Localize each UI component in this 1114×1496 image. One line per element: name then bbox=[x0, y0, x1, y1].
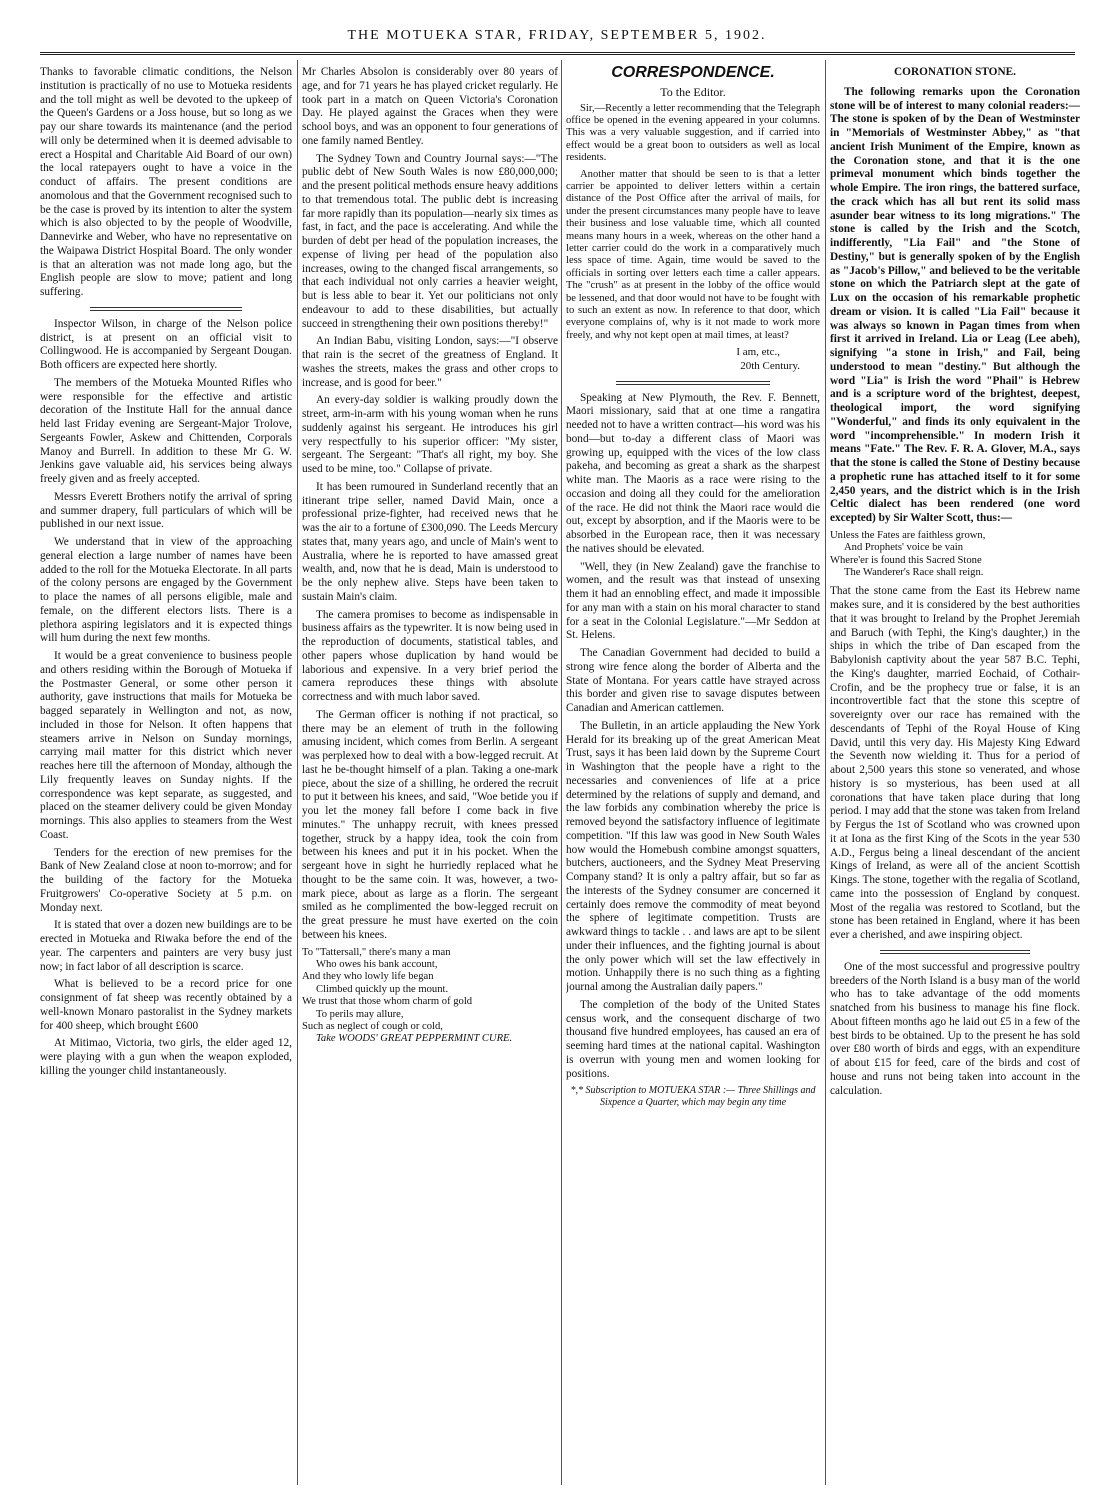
column-rule bbox=[561, 60, 562, 1485]
subscription-notice: *,* Subscription to MOTUEKA STAR :— Three Shillings and Sixpence a Quarter, which may begin any time bbox=[570, 1085, 816, 1109]
verse-line: Take WOODS' GREAT PEPPERMINT CURE. bbox=[316, 1033, 513, 1045]
verse-line: To perils may allure, bbox=[316, 1008, 404, 1020]
letter-signoff: I am, etc., bbox=[736, 346, 780, 359]
letter-signature: 20th Century. bbox=[740, 359, 800, 372]
article-paragraph: We understand that in view of the approaching general election a large number of names have been added to the roll for the Motueka Electorate. In all parts of the colony persons are engaged by the Government to place the names of all persons eligible, male and female, on the different electors lists. There is a plethora aspiring legislators and it is expected things will hum during the next few months. bbox=[40, 536, 292, 645]
masthead-rule bbox=[40, 52, 1075, 55]
letter-paragraph: Sir,—Recently a letter recommending that the Telegraph office be opened in the evening appeared in your columns. This was a very valuable suggestion, and if carried into effect would be a great boon to outsiders as well as local residents. bbox=[566, 102, 820, 164]
article-paragraph: At Mitimao, Victoria, two girls, the elder aged 12, were playing with a gun when the weapon exploded, killing the younger child instantaneously. bbox=[40, 1037, 292, 1077]
column-4 bbox=[830, 66, 1080, 1491]
column-2 bbox=[302, 66, 558, 1491]
letter-paragraph: Another matter that should be seen to is that a letter carrier be appointed to deliver letters within a certain distance of the Post Office after the arrival of mails, for under the present circumstances many people have to leave their business and lose valuable time, which all counted means many hours in a week, whereas on the other hand a letter carrier could do the work in a comparatively much less space of time. Again, time would be saved to the officials in sorting over letters each time a caller appears. The "crush" as at present in the lobby of the office would be lessened, and that door would not have to be fought with to such an extent as now. In reference to that door, which everyone complains of, why is it not made to work more freely, and why not kept open at mail times, at least? bbox=[566, 168, 820, 341]
article-paragraph: The German officer is nothing if not practical, so there may be an element of truth in the following amusing incident, which comes from Berlin. A sergeant was perplexed how to deal with a bow-legged recruit. At last he be-thought himself of a plan. Taking a one-mark piece, about the size of a shilling, he ordered the recruit to put it between his knees, and said, "Woe betide you if you let the money fall before I come back in five minutes." The unhappy recruit, with knees pressed together, struck by a happy idea, took the coin from between his knees and put it in his pocket. When the sergeant hove in sight he hurriedly replaced what he thought to be the same coin. It was, however, a two-mark piece, about as large as a florin. The sergeant smiled as he complimented the bow-legged recruit on the great pressure he must have exerted on the coin between his knees. bbox=[302, 708, 558, 941]
advertisement-verse bbox=[302, 947, 558, 1046]
article-paragraph: Mr Charles Absolon is considerably over 80 years of age, and for 71 years he has played cricket regularly. He took part in a match on Queen Victoria's Coronation Day. He played against the Graces when they were school boys, and was an opponent to four generations of one family named Bentley. bbox=[302, 66, 558, 147]
article-paragraph: It is stated that over a dozen new buildings are to be erected in Motueka and Riwaka before the end of the year. The carpenters and painters are very busy just now; in fact labor of all description is scarce. bbox=[40, 919, 292, 973]
verse-line: We trust that those whom charm of gold bbox=[302, 996, 473, 1008]
masthead: THE MOTUEKA STAR, FRIDAY, SEPTEMBER 5, 1902. bbox=[347, 28, 767, 43]
verse-line: And they who lowly life began bbox=[302, 971, 434, 983]
separator bbox=[90, 307, 242, 308]
article-paragraph: An Indian Babu, visiting London, says:—"I observe that rain is the secret of the greatness of England. It washes the streets, makes the grass and other crops to increase, and is good for beer." bbox=[302, 335, 558, 389]
article-paragraph: The completion of the body of the United States census work, and the consequent discharge of two thousand five hundred employees, has caused an era of seeming hard times at the national capital. Washington is overrun with young men and women looking for positions. bbox=[566, 998, 820, 1080]
article-paragraph: Thanks to favorable climatic conditions, the Nelson institution is practically of no use to Motueka residents and the toll might as well be devoted to the upkeep of the Queen's Gardens or a Joss house, but so long as we pay our share towards its maintenance (and the period will only be determined when it is deemed advisable to erect a Hospital and Charitable Aid Board of our own) the local ratepayers ought to have a voice in the conduct of affairs. The present conditions are anomolous and that the Government recognised such to be the case is proved by its intention to alter the system which is also objected to by the people of Woodville, Dannevirke and Weber, who have no representative on the Waipawa District Hospital Board. The only wonder is that an alteration was not made long ago, but the English people are slow to move; patient and long suffering. bbox=[40, 66, 292, 298]
verse-line: Where'er is found this Sacred Stone bbox=[830, 554, 982, 566]
article-paragraph: It has been rumoured in Sunderland recently that an itinerant tripe seller, named David Main, once a professional prize-fighter, had received news that he was the air to a fortune of £300,090. The Leeds Mercury states that, many years ago, and uncle of Main's went to Australia, where he is reported to have amassed great wealth, and, now that he is dead, Main is understood to be the only nephew alive. Steps have been taken to sustain Main's claim. bbox=[302, 480, 558, 603]
article-paragraph: The Canadian Government had decided to build a strong wire fence along the border of Alberta and the State of Montana. For years cattle have strayed across this border and given rise to savage disputes between Canadian and American cattlemen. bbox=[566, 647, 820, 715]
verse-line: The Wanderer's Race shall reign. bbox=[844, 566, 984, 578]
verse-line: Such as neglect of cough or cold, bbox=[302, 1020, 443, 1032]
letter-salutation: To the Editor. bbox=[660, 84, 726, 99]
article-paragraph: The members of the Motueka Mounted Rifles who were responsible for the effective and artistic decoration of the Institute Hall for the annual dance held last Friday evening are Sergeant-Major Trolove, Sergeants Fowler, Askew and Chittenden, Corporals Manoy and Burrell. In addition to these Mr G. W. Jenkins gave valuable aid, his services being always freely given and as freely accepted. bbox=[40, 376, 292, 485]
separator bbox=[880, 950, 1030, 951]
article-paragraph: Inspector Wilson, in charge of the Nelson police district, is at present on an official visit to Collingwood. He is accompanied by Sergeant Dougan. Both officers are expected here shortly. bbox=[40, 317, 292, 371]
verse-line: And Prophets' voice be vain bbox=[844, 542, 964, 554]
section-heading: CORRESPONDENCE. bbox=[611, 66, 775, 81]
verse-line: Unless the Fates are faithless grown, bbox=[830, 529, 986, 541]
article-paragraph: The camera promises to become as indispensable in business affairs as the typewriter. It is now being used in the reproduction of documents, statistical tables, and other papers whose duplication by hand would be laborious and expensive. In a very brief period the camera reproduces these things with absolute correctness and with much labor saved. bbox=[302, 608, 558, 703]
article-paragraph: "Well, they (in New Zealand) gave the franchise to women, and the result was that instead of unsexing them it had an ennobling effect, and made it impossible for any man with a stain on his moral character to stand for a seat in the Colonial Legislature."—Mr Seddon at St. Helens. bbox=[566, 560, 820, 642]
article-paragraph: An every-day soldier is walking proudly down the street, arm-in-arm with his young woman when he runs suddenly against his sergeant. He introduces his girl very respectfully to his superior officer: "My sister, sergeant. The Sergeant: "That's all right, my boy. She used to be mine, too." Collapse of private. bbox=[302, 394, 558, 475]
separator bbox=[616, 384, 770, 385]
column-rule bbox=[297, 60, 298, 1485]
article-paragraph: Speaking at New Plymouth, the Rev. F. Bennett, Maori missionary, said that at one time a rangatira needed not to have a written contract—his word was his bond—but to-day a different class of Maori was growing up, equipped with the vices of the low class pakeha, and becoming as great a shark as the sharpest white man. The Maoris as a race were rising to the occasion and doing all they could for the amelioration of the race. He did not think the Maori race would die out, except by absorption, and if the Maoris were to be absorbed in the European race, then it was necessary the natives should be elevated. bbox=[566, 391, 820, 555]
article-heading: CORONATION STONE. bbox=[894, 66, 1016, 78]
column-1 bbox=[40, 66, 292, 1491]
column-3 bbox=[566, 66, 820, 1491]
quoted-verse bbox=[830, 530, 1080, 580]
article-paragraph: That the stone came from the East its Hebrew name makes sure, and it is considered by the best authorities that it was brought to Ireland by the Prophet Jeremiah and Baruch (with Tephi, the King's daughter,) in the ships in which the tribe of Dan escaped from the Babylonish captivity about the year 587 B.C. Tephi, the King's daughter, married Eochaid, of Cothair-Crofin, and be the prophecy true or false, it is an incontrovertible fact that the stone this sceptre of sovereignty over our race has remained with the descendants of Tephi of the Royal House of King David, until this very day. His Majesty King Edward the Seventh now wielding it. Thus for a period of about 2,500 years this stone so venerated, and whose history is so mysterious, has been used at all coronations that have taken place during that long period. I may add that the stone was taken from Ireland by Fergus the 1st of Scotland who was crowned upon it at Iona as the first King of the Scots in the year 530 A.D., Fergus being a lineal descendant of the ancient Kings of Ireland, as were all of the ancient Scottish Kings. The stone, together with the regalia of Scotland, came into the possession of England by conquest. Most of the regalia was restored to Scotland, but the stone has been retained in England, where it has been ever a cherished, and awe inspiring object. bbox=[830, 585, 1080, 942]
column-rule bbox=[825, 60, 826, 1485]
separator bbox=[880, 953, 1030, 954]
article-paragraph: The following remarks upon the Coronation stone will be of interest to many colonial readers:—The stone is spoken of by the Dean of Westminster in "Memorials of Westminster Abbey," as "that ancient Irish Muniment of the Empire, known as the Coronation stone, and that it is the one primeval monument which binds together the whole Empire. The iron rings, the battered surface, the crack which has all but rent its solid mass asunder bear witness to its long migrations." The stone is called by the Irish and the Scotch, indifferently, "Lia Fail" and "the Stone of Destiny," but is generally spoken of by the English as "Jacob's Pillow," and believed to be the veritable stone on which the Patriarch slept at the gate of Lux on the occasion of his remarkable prophetic dream or vision. It is called "Lia Fail" because it was always so known in Pagan times from when first it arrived in Ireland. Lia or Leag (Lee abeh), signifying "a stone in Irish," and Fail, being understood to mean "destiny." But although the word "Lia" is Irish the word "Phail" is Hebrew and is a scripture word of the brightest, deepest, theological import, the word signifying "Wonderful," and finds its only equivalent in the word "incomprehensible." In modern Irish it means "Fate." The Rev. F. R. A. Glover, M.A., says that the stone is called the Stone of Destiny because a prophetic rune has attached itself to it for some 2,450 years, and the district which is in the Irish Celtic dialect has been rendered (one word excepted) by Sir Walter Scott, thus:— bbox=[830, 85, 1080, 524]
verse-line: Who owes his bank account, bbox=[316, 958, 438, 970]
article-paragraph: The Bulletin, in an article applauding the New York Herald for its breaking up of the great American Meat Trust, says it has been laid down by the Supreme Court in Washington that the people have a right to the necessaries and conveniences of life at a price determined by the relations of supply and demand, and the law forbids any combination whereby the price is removed beyond the satisfactory influence of legitimate competition. "If this law was good in New South Wales how would the Homebush combine amongst squatters, butchers, auctioneers, and the Sydney Meat Preserving Company stand? It is only a paltry affair, but so far as the interests of the Sydney consumer are concerned it certainly does remove the commodity of meat beyond the sphere of legitimate competition. Trusts are awkward things to tackle . . and laws are apt to be silent under their influences, and the fighting journal is about the only power which will set the law effectively in motion. Unhappily there is no such thing as a fighting journal among the Australian daily papers." bbox=[566, 719, 820, 994]
verse-line: Climbed quickly up the mount. bbox=[316, 983, 449, 995]
article-paragraph: Tenders for the erection of new premises for the Bank of New Zealand close at noon to-morrow; and for the building of the factory for the Motueka Fruitgrowers' Co-operative Society at 5 p.m. on Monday next. bbox=[40, 846, 292, 914]
separator bbox=[90, 310, 242, 311]
article-paragraph: The Sydney Town and Country Journal says:—"The public debt of New South Wales is now £80,000,000; and the present political methods ensure heavy additions to that tremendous total. The public debt is increasing far more rapidly than its population—nearly six times as fast, in fact, and the pace is accelerating. And while the burden of debt per head of the population increases, the expense of living per head of the population also increases, owing to the changed fiscal arrangements, so that each individual not only carries a heavier weight, but is less able to bear it. Yet our politicians not only endeavour to add to these disabilities, but actually succeed in strengthening their own positions thereby!" bbox=[302, 152, 558, 330]
separator bbox=[616, 381, 770, 382]
article-paragraph: Messrs Everett Brothers notify the arrival of spring and summer drapery, full particulars of which will be published in our next issue. bbox=[40, 490, 292, 531]
article-paragraph: What is believed to be a record price for one consignment of fat sheep was recently obtained by a well-known Monaro pastoralist in the Sydney markets for 400 sheep, which brought £600 bbox=[40, 978, 292, 1032]
verse-line: To "Tattersall," there's many a man bbox=[302, 946, 451, 958]
article-paragraph: One of the most successful and progressive poultry breeders of the North Island is a busy man of the world who has to take advantage of the odd moments snatched from his business to manage his fine flock. About fifteen months ago he laid out £5 in a few of the best birds to be obtained. Up to the present he has sold over £80 worth of birds and eggs, with an expenditure of about £15 for feed, care of the birds and cost of house and runs not being taken into account in the calculation. bbox=[830, 960, 1080, 1097]
article-paragraph: It would be a great convenience to business people and others residing within the Borough of Motueka if the Postmaster General, or some other person it authority, gave instructions that mails for Motueka be bagged separately in Wellington and not, as now, included in those for Nelson. It often happens that steamers arrive in Nelson on Sunday mornings, carrying mail matter for this district which never reaches here till the afternoon of Monday, although the Lily frequently leaves on Sunday nights. If the correspondence was kept separate, as suggested, and placed on the steamer delivery could be given Monday mornings. This also applies to steamers from the West Coast. bbox=[40, 650, 292, 841]
